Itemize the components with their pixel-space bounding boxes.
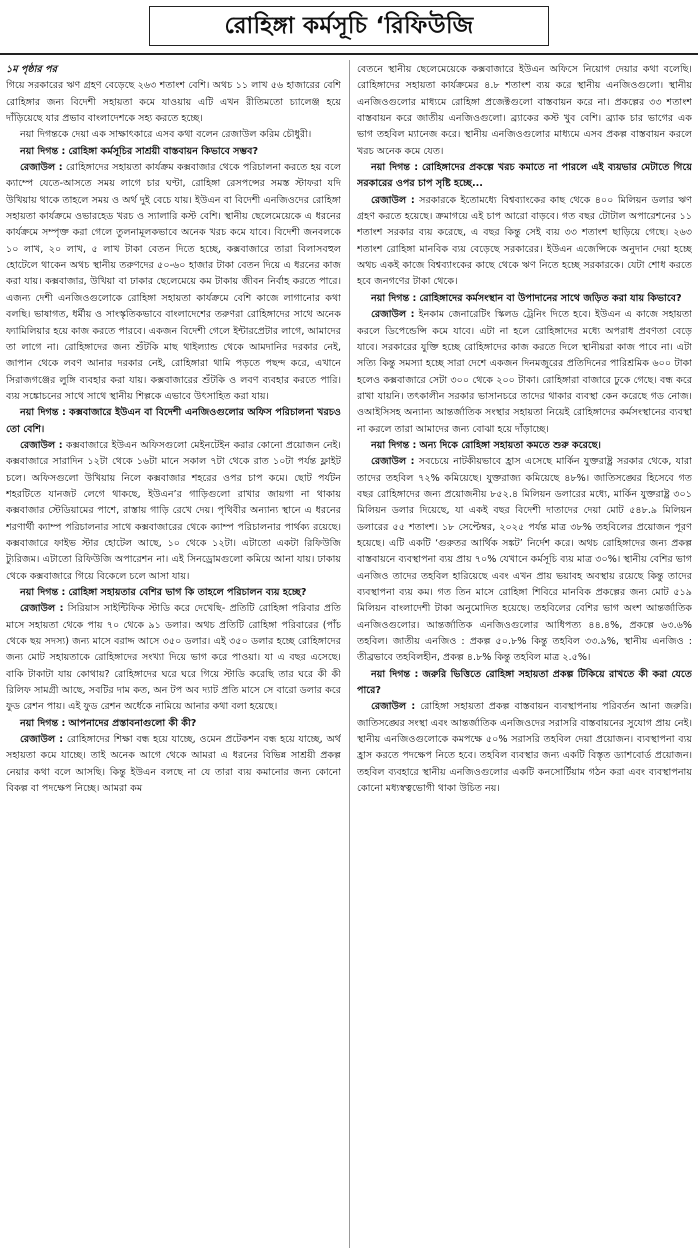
paragraph-text: জরুরি ভিত্তিতে রোহিঙ্গা সহায়তা প্রকল্প টিকিয়ে রাখতে কী করা যেতে পারে? bbox=[357, 668, 692, 697]
interview-answer bbox=[357, 454, 692, 666]
paragraph-text: অন্য দিকে রোহিঙ্গা সহায়তা কমতে শুরু করেছে। bbox=[419, 439, 601, 451]
interview-question bbox=[357, 667, 692, 700]
body-paragraph: বেতনে স্থানীয় ছেলেমেয়েকে কক্সবাজারে ইউএন অফিসে নিয়োগ দেয়ার কথা বলেছি। রোহিঙ্গাদের সহায়তা কার্যক্রমের ৪.৮ শতাংশ ব্যয় করে স্থানীয় এনজিওগুলো। স্থানীয় এনজিওগুলোর মাধ্যমে রোহিঙ্গা প্রজেক্টগুলো বাস্তবায়ন করে না। প্রকল্পের ৩৩ শতাংশ বাস্তবায়ন করে জাতীয় এনজিওগুলো। ব্র্যাকের কস্ট খুব বেশি। ব্র্যাক চার ভাগের এক ভাগ তহবিল ম্যানেজ করে। স্থানীয় এনজিওগুলোর মাধ্যমে এসব প্রকল্প বাস্তবায়ন করলে খরচ অনেক কমে যেত। bbox=[357, 64, 692, 157]
speaker-label: রেজাউল : bbox=[20, 603, 64, 615]
speaker-label: রেজাউল : bbox=[20, 734, 64, 746]
speaker-label: রেজাউল : bbox=[371, 456, 415, 468]
interview-answer bbox=[357, 699, 692, 797]
body-paragraph: নয়া দিগন্তকে দেয়া এক সাক্ষাৎকারে এসব কথা বলেন রেজাউল করিম চৌধুরী। bbox=[20, 129, 312, 141]
jump-line: ১ম পৃষ্ঠার পর bbox=[6, 64, 57, 75]
paragraph-text: রোহিঙ্গা সহায়তার বেশির ভাগ কি তাহলে পরিচালন ব্যয় হচ্ছে? bbox=[68, 587, 307, 598]
speaker-label: নয়া দিগন্ত : bbox=[20, 587, 66, 598]
interview-answer bbox=[6, 438, 341, 585]
speaker-label: নয়া দিগন্ত : bbox=[20, 717, 66, 729]
paragraph-text: রোহিঙ্গা কর্মসূচির সাশ্রয়ী বাস্তবায়ন কিভাবে সম্ভব? bbox=[68, 145, 259, 157]
paragraph-text: সবচেয়ে নাটকীয়ভাবে হ্রাস এসেছে মার্কিন যুক্তরাষ্ট্র সরকার থেকে, যারা তাদের তহবিল ৭২% কমিয়েছে। যুক্তরাজ্য কমিয়েছে ৪৮%। জাতিসঙ্ঘের হিসেবে গত বছর রোহিঙ্গাদের জন্য প্রয়োজনীয় ৮৫২.৪ মিলিয়ন ডলারের মধ্যে, মার্কিন যুক্তরাষ্ট্র ৩০১ মিলিয়ন ডলার দিয়েছে, যা একই বছর বিদেশী দাতাদের দেয়া মোট ৫৪৮.৯ মিলিয়ন ডলারের ৫৫ শতাংশ। ১৮ সেপ্টেম্বর, ২০২৫ পর্যন্ত মাত্র ৩৮% তহবিলের প্রয়োজন পূরণ হয়েছে। এটি একটি ‘গুরুতর আর্থিক সঙ্কট’ নির্দেশ করে। অথচ রোহিঙ্গাদের জন্য প্রকল্প বাস্তবায়নে ব্যবস্থাপনা ব্যয় প্রায় ৭০% যেখানে কর্মসূচি ব্যয় মাত্র ৩০%। স্থানীয় বেশির ভাগ এনজিও তাদের তহবিল হারিয়েছে এবং এখন প্রায় ভয়াবহ অবস্থায় রয়েছে কিন্তু তাদের ব্যবস্থাপনা ব্যয় কম। গত তিন মাসে রোহিঙ্গা শিবিরে মানবিক প্রকল্পের জন্য মোট ৫১৯ মিলিয়ন বাংলাদেশী টাকা অনুমোদিত হয়েছে। তহবিলের বেশির ভাগ অংশ আন্তর্জাতিক এনজিওগুলোর। আন্তর্জাতিক এনজিওগুলোর আধিপত্য ৪৪.৪%, প্রকল্পে ৬৩.৬% তহবিল। জাতীয় এনজিও : প্রকল্প ৫০.৮% কিন্তু তহবিল ৩৩.৯%, স্থানীয় এনজিও : তীব্রভাবে তহবিলহীন, প্রকল্প ৪.৮% কিন্তু তহবিল মাত্র ২.৫%। bbox=[357, 456, 692, 664]
interview-answer bbox=[357, 307, 692, 438]
paragraph-text: ইনকাম জেনারেটিং স্কিলড ট্রেনিং দিতে হবে। ইউএন এ কাজে সহায়তা করলে ডিপেন্ডেন্সি কমে যাবে। এটা না হলে রোহিঙ্গাদের মধ্যে অপরাধ প্রবণতা বেড়ে যাবে। সরকারের যুক্তি হচ্ছে রোহিঙ্গাদের কাজ করতে দিলে স্থানীয়রা কাজ পাবে না। এটা সত্যি কিন্তু সমস্যা হচ্ছে সারা দেশে একজন দিনমজুরের প্রতিদিনের পারিশ্রমিক ৬০০ টাকা হলেও কক্সবাজারে সেটা ৩০০ থেকে ২০০ টাকা। রোহিঙ্গারা বাজারে ঢুকে গেছে। বন্ধ করে রাখা যায়নি। তৎকালীন সরকার ভাসানচরে তাদের থাকার ব্যবস্থা কেন করেছে গড নোজ। ওআইসিসহ অন্যান্য আন্তর্জাতিক সংস্থার সহায়তা নিয়েই রোহিঙ্গাদের কর্মসংস্থানের ব্যবস্থা না করলে তারা আমাদের জন্য বোঝা হয়ে দাঁড়াচ্ছে। bbox=[357, 309, 692, 435]
speaker-label: রেজাউল : bbox=[371, 194, 415, 206]
interview-answer bbox=[6, 601, 341, 715]
interview-question bbox=[6, 405, 341, 438]
speaker-label: নয়া দিগন্ত : bbox=[20, 145, 66, 157]
paragraph-text: রোহিঙ্গাদের কর্মসংস্থান বা উপাদানের সাথে জড়িত করা যায় কিভাবে? bbox=[419, 292, 682, 304]
interview-question bbox=[6, 716, 341, 732]
interview-question bbox=[357, 291, 692, 307]
interview-answer bbox=[357, 193, 692, 291]
article-column-right bbox=[357, 62, 692, 1248]
paragraph-text: সরকারকে ইতোমধ্যে বিশ্বব্যাংকের কাছ থেকে ৪০০ মিলিয়ন ডলার ঋণ গ্রহণ করতে হয়েছে। ক্রমাগয়ে এই চাপ আরো বাড়বে। গত বছর টোটাল অপারেশনের ১১ শতাংশ সরকার ব্যয় করেছে, এ বছর কিন্তু সেই ব্যয় ৩৩ শতাংশ ছাড়িয়ে গেছে। ২৬৩ শতাংশ রোহিঙ্গা মানবিক ব্যয় বেড়েছে সরকারের। ইউএন এজেন্সিকে অনুদান দেয়া হচ্ছে অথচ একই কাজে বিশ্বব্যাংকের কাছে থেকে ঋণ নিতে হচ্ছে সরকারকে। যেটা শোধ করতে হবে জনগণের টাকা থেকে। bbox=[357, 194, 692, 288]
paragraph-text: কক্সবাজারে ইউএন বা বিদেশী এনজিওগুলোর অফিস পরিচালনা খরচও তো বেশি। bbox=[6, 407, 341, 435]
headline-box bbox=[149, 6, 549, 46]
article-column-left bbox=[6, 62, 341, 1248]
paragraph-text: রোহিঙ্গাদের সহায়তা কার্যক্রম কক্সবাজার থেকে পরিচালনা করতে হয় বলে ক্যাম্পে যেতে-আসতে সময় লাগে চার ঘণ্টা, রোহিঙ্গা রেসপন্সের সমস্ত স্টাফরা যদি উখিয়ায় থাকে তাহলে সময় ও অর্থ দুই বেচে যায়। ইউএন বা বিদেশী এনজিওদের রোহিঙ্গা সহায়তা কার্যক্রমে ওভারহেড খরচ ও স্যালারি কস্ট বেশি। স্থানীয় ছেলেমেয়েকে এ ধরনের কার্যক্রমে সম্পৃক্ত করা গেলে তুলনামূলকভাবে অনেক খরচ কমে যাবে। বিদেশী জনবলকে ১০ লাখ, ২০ লাখ, ৫ লাখ টাকা বেতন দিতে হচ্ছে, কক্সবাজারে তারা বিলাসবহুল হোটেলে থাকেন অথচ স্থানীয় তরুণদের ৫০-৬০ হাজার টাকা বেতন দিয়ে এ ধরনের কাজ করা যায়। কক্সবাজার, উখিয়া বা ঢাকার ছেলেমেয়ে কম টাকায় জীবন নির্বাহ করতে পারে। এজন্য দেশী এনজিওগুলোকে রোহিঙ্গা সহায়তা কার্যক্রমে বেশি কাজে লাগানোর কথা বলছি। ভাষাগত, ধর্মীয় ও সাংস্কৃতিকভাবে বাংলাদেশের তরুণরা রোহিঙ্গাদের সাথে অনেক ফ্যামিলিয়ার হয়ে কাজ করতে পারবে। একজন বিদেশী গেলে ইন্টারপ্রেটার লাগে, আমাদের তা লাগে না। রোহিঙ্গাদের জন্য শুঁটকি মাছ থাইল্যান্ড থেকে আমদানির দরকার নেই, জাপান থেকে লবণ আনার দরকার নেই, রোহিঙ্গারা থামি পড়তে পছন্দ করে, এখানে সিরাজগঞ্জের লুঙ্গি ব্যবহার করা যায়। কক্সবাজারের শুঁটকি ও লবণ ব্যবহার করতে পারি। ব্যয় সঙ্কোচনের সাথে সাথে স্থানীয় শিল্পকে এভাবে উৎসাহিত করা যায়। bbox=[6, 162, 341, 402]
interview-question bbox=[6, 585, 341, 601]
interview-answer bbox=[6, 160, 341, 405]
speaker-label: রেজাউল : bbox=[20, 162, 63, 174]
header-rule bbox=[0, 53, 698, 55]
speaker-label: নয়া দিগন্ত : bbox=[371, 439, 417, 451]
paragraph-text: রোহিঙ্গাদের শিক্ষা বন্ধ হয়ে যাচ্ছে, ওমেন প্রটেকশন বন্ধ হয়ে যাচ্ছে, অর্থ সহায়তা কমে যাচ্ছে। তাই অনেক আগে থেকে আমরা এ ধরনের বিভিন্ন সাশ্রয়ী প্রকল্প নেয়ার কথা বলে আসছি। কিন্তু ইউএন বলছে না যে তারা ব্যয় কমানোর জন্য কোনো বিকল্প বা পদক্ষেপ নিচ্ছে। আমরা কম bbox=[6, 734, 341, 795]
speaker-label: রেজাউল : bbox=[371, 309, 415, 321]
paragraph-text: রোহিঙ্গা সহায়তা প্রকল্প বাস্তবায়ন ব্যবস্থাপনায় পরিবর্তন আনা জরুরি। জাতিসঙ্ঘের সংস্থা এবং আন্তর্জাতিক এনজিওদের সরাসরি বাস্তবায়নের সুযোগ প্রায় নেই। স্থানীয় এনজিওগুলোকে কমপক্ষে ৫০% সরাসরি তহবিল দেয়া প্রয়োজন। ব্যবস্থাপনা ব্যয় হ্রাস করতে পদক্ষেপ নিতে হবে। তহবিল ব্যবস্থার জন্য একটি বিস্তৃত ড্যাশবোর্ড প্রয়োজন। তহবিল ব্যবহারে স্থানীয় এনজিওগুলোর একটি কনসোর্টিয়াম গঠন করা এবং ব্যবস্থাপনায় কোনো মধ্যস্বত্বভোগী থাকা উচিত নয়। bbox=[357, 701, 692, 795]
headline: রোহিঙ্গা কর্মসূচি ‘রিফিউজি bbox=[224, 12, 474, 39]
paragraph-text: সিরিয়াস সাইন্টিফিক স্টাডি করে দেখেছি- প্রতিটি রোহিঙ্গা পরিবার প্রতি মাসে সহায়তা থেকে পায় ৭০ থেকে ৯১ ডলার। অথচ প্রতিটি রোহিঙ্গা পরিবারের (পাঁচ থেকে ছয় সদস্য) জন্য মাসে বরাদ্দ আসে ৩৫০ ডলার। এই ৩৫০ ডলার হচ্ছে রোহিঙ্গাদের জন্য মোট সহায়তাকে রোহিঙ্গাদের সংখ্যা দিয়ে ভাগ করে পাওয়া। যা এ বছর এসেছে। বাকি টাকাটা যায় কোথায়? রোহিঙ্গাদের ঘরে ঘরে গিয়ে স্টাডি করেছি তার ঘরে কী কী রিলিফ সামগ্রী আছে, সবটির দাম কত, অন টপ অব দ্যাট প্রতি মাসে সে বারো ডলার করে ফুড রেশন পায়। এই ফুড রেশন অর্ধেকে নামিয়ে আনার কথা বলা হয়েছে। bbox=[6, 603, 341, 713]
paragraph-text: আপনাদের প্রস্তাবনাগুলো কী কী? bbox=[68, 717, 197, 729]
speaker-label: রেজাউল : bbox=[371, 701, 416, 713]
interview-question bbox=[357, 438, 692, 454]
speaker-label: রেজাউল : bbox=[20, 439, 63, 451]
paragraph-text: রোহিঙ্গাদের প্রকল্পে খরচ কমাতে না পারলে এই ব্যয়ভার মেটাতে গিয়ে সরকারের ওপর চাপ সৃষ্টি হচ্ছে... bbox=[357, 162, 692, 190]
column-separator bbox=[349, 60, 350, 1248]
interview-question bbox=[357, 160, 692, 193]
speaker-label: নয়া দিগন্ত : bbox=[371, 668, 419, 680]
interview-question bbox=[6, 144, 341, 160]
interview-answer bbox=[6, 732, 341, 797]
speaker-label: নয়া দিগন্ত : bbox=[371, 162, 419, 174]
speaker-label: নয়া দিগন্ত : bbox=[20, 407, 66, 419]
body-paragraph: গিয়ে সরকারের ঋণ গ্রহণ বেড়েছে ২৬৩ শতাংশ বেশি। অথচ ১১ লাখ ৫৬ হাজারের বেশি রোহিঙ্গার জন্য বিদেশী সহায়তা কমে যাওয়ায় এটি এখন রীতিমতো চ্যালেঞ্জ হয়ে দাঁড়িয়েছে যার প্রভাব বাংলাদেশকে সহ্য করতে হচ্ছে। bbox=[6, 80, 341, 125]
paragraph-text: কক্সবাজারে ইউএন অফিসগুলো মেইনটেইন করার কোনো প্রয়োজন নেই। কক্সবাজারে সারাদিন ১২টা থেকে ১৬টা মানে সকাল ৭টা থেকে রাত ১০টা পর্যন্ত ফ্লাইট চলে। অফিসগুলো উখিয়ায় নিলে কক্সবাজার শহরের ওপর চাপ কমে। ছোট পর্যটন শহরটিতে যানজট লেগে থাকছে, ইউএন’র গাড়িগুলো রাখার জায়গা না থাকায় কক্সবাজার স্টেডিয়ামের পাশে, রাস্তায় গাড়ি রেখে দেয়। পৃথিবীর অন্যান্য স্থানে এ ধরনের শরণার্থী ক্যাম্প পরিচালনার সাথে কক্সবাজারের থেকে ক্যাম্প পরিচালনার পার্থক্য রয়েছে। কক্সবাজারে ফাইভ স্টার হোটেল আছে, ১০ থেকে ১২টা। এটাতো একটা রিফিউজি ট্যুরিজম। এটাতো রিফিউজি অপারেশন না। এই সিনড্রোমগুলো কমিয়ে আনা যায়। ঢাকায় থেকে কক্সবাজারে গিয়ে বিকেলে চলে আসা যায়। bbox=[6, 439, 341, 582]
speaker-label: নয়া দিগন্ত : bbox=[371, 292, 417, 304]
